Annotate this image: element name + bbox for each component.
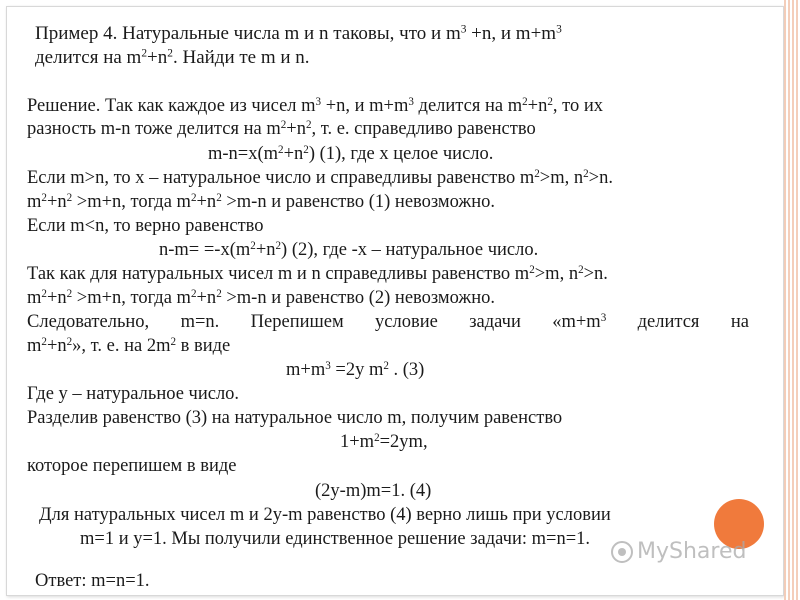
solution-line-18: Для натуральных чисел m и 2y-m равенство (4) верно лишь при условии <box>39 505 611 525</box>
solution-line-19: m=1 и y=1. Мы получили единственное решение задачи: m=n=1. <box>80 529 590 549</box>
equation-4: (2y-m)m=1. (4) <box>315 481 432 501</box>
solution-line-11: $m^2+n^2$», т. е. на $2m^2$ в виде <box>27 335 231 356</box>
watermark <box>611 539 746 564</box>
equation-derived: $1+m^2=2ym$, <box>340 431 428 452</box>
equation-3: $m+m^3 =2y$ $m^2$ . (3) <box>286 359 425 380</box>
problem-line-1: Пример 4. Натуральные числа m и n таковы, что и $m^3 +n$, и $m+m^3$ <box>35 23 562 44</box>
watermark-logo-icon <box>611 541 633 563</box>
solution-line-14: Разделив равенство (3) на натуральное число m, получим равенство <box>27 408 563 428</box>
solution-line-1: Решение. Так как каждое из чисел $m^3 +n$, и $m+m^3$ делится на $m^2+n^2$, то их <box>27 95 603 116</box>
solution-line-10: Следовательно, m=n. Перепишем условие задачи «$m+m^3$ делится на <box>27 311 749 332</box>
solution-line-2: разность m-n тоже делится на $m^2+n^2$, т. е. справедливо равенство <box>27 118 536 139</box>
decorative-stripe <box>784 0 800 600</box>
answer-line: Ответ: m=n=1. <box>35 571 150 591</box>
watermark-text: MyShared <box>637 539 747 564</box>
solution-line-8: Так как для натуральных чисел m и n справедливы равенство $m^2>m$, $n^2>n$. <box>27 263 608 284</box>
solution-line-13: Где y – натуральное число. <box>27 384 240 404</box>
equation-1: $m-n=x(m^2+n^2)$ (1), где x целое число. <box>208 143 494 164</box>
solution-line-5: $m^2+n^2 >m+n$, тогда $m^2+n^2 >m-n$ и равенство (1) невозможно. <box>27 191 495 212</box>
solution-line-16: которое перепишем в виде <box>27 456 237 476</box>
equation-2: $n-m= =-x(m^2+n^2)$ (2), где -x – натуральное число. <box>159 239 539 260</box>
solution-line-4: Если m>n, то x – натуральное число и справедливы равенство $m^2>m$, $n^2>n$. <box>27 167 613 188</box>
problem-line-2: делится на $m^2+n^2$. Найди те m и n. <box>35 47 310 68</box>
solution-line-9: $m^2+n^2 >m+n$, тогда $m^2+n^2 >m-n$ и равенство (2) невозможно. <box>27 287 495 308</box>
solution-line-6: Если m<n, то верно равенство <box>27 216 264 236</box>
